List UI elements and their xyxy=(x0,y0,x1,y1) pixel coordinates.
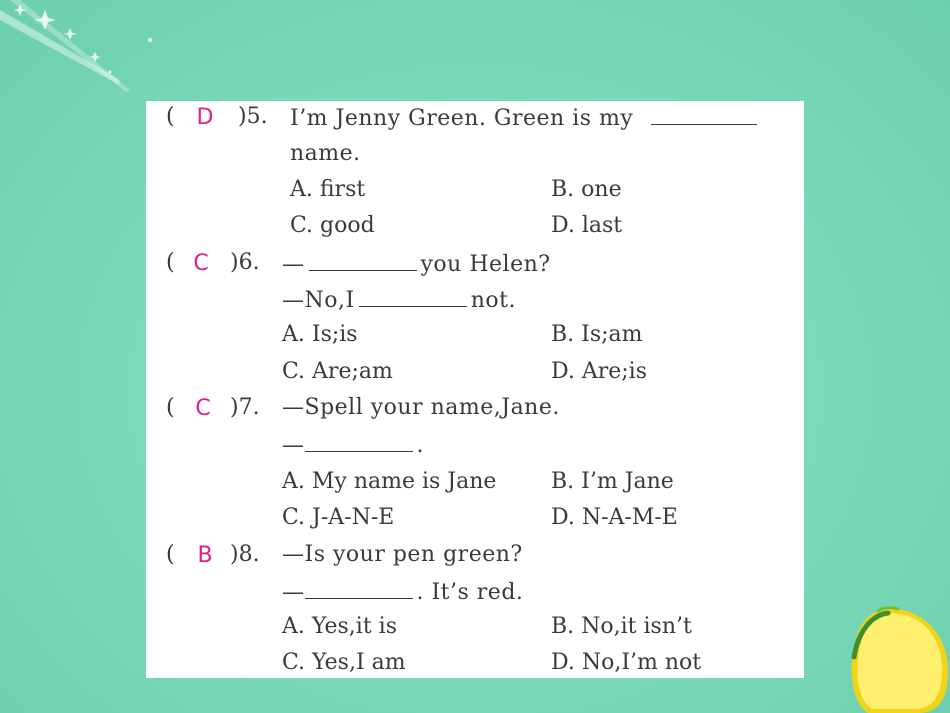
dialogue-line-2 xyxy=(282,286,516,314)
question-number: )5. xyxy=(238,104,268,129)
stem-text: I’m Jenny Green. Green is my xyxy=(290,106,634,131)
question-stem xyxy=(290,104,761,132)
option-d: D. N-A-M-E xyxy=(551,505,678,530)
dash: — xyxy=(282,580,305,605)
answer-mark: C xyxy=(193,251,209,276)
answer-paren-open: ( xyxy=(166,395,175,420)
dialogue-line-1: —Spell your name,Jane. xyxy=(282,395,560,420)
option-a: A. My name is Jane xyxy=(282,469,497,494)
dialogue-line-2 xyxy=(282,578,523,606)
dialogue-line-2 xyxy=(282,431,424,459)
option-b: B. I’m Jane xyxy=(551,469,674,494)
question-number: )8. xyxy=(230,542,260,567)
answer-blank xyxy=(651,104,757,125)
answer-blank xyxy=(309,250,417,271)
option-c: C. Yes,I am xyxy=(282,650,406,675)
option-d: D. last xyxy=(551,213,623,238)
answer-paren-open: ( xyxy=(166,250,175,275)
option-c: C. Are;am xyxy=(282,359,393,384)
answer-mark: B xyxy=(197,543,213,568)
option-a: A. Is;is xyxy=(282,322,358,347)
option-c: C. good xyxy=(290,213,375,238)
option-d: D. Are;is xyxy=(551,359,648,384)
exercise-card xyxy=(146,101,804,678)
option-a: A. Yes,it is xyxy=(282,614,397,639)
option-b: B. No,it isn’t xyxy=(551,614,692,639)
line-text: not. xyxy=(470,288,516,313)
answer-paren-open: ( xyxy=(166,542,175,567)
dialogue-line-1 xyxy=(282,250,551,278)
answer-blank xyxy=(305,431,413,452)
answer-mark: D xyxy=(196,105,214,130)
option-d: D. No,I’m not xyxy=(551,650,702,675)
option-b: B. one xyxy=(551,177,622,202)
answer-mark: C xyxy=(195,396,211,421)
question-number: )6. xyxy=(230,250,260,275)
answer-blank xyxy=(359,286,467,307)
line-text: —No,I xyxy=(282,288,355,313)
option-c: C. J-A-N-E xyxy=(282,505,395,530)
option-a: A. first xyxy=(290,177,366,202)
lemon-icon xyxy=(848,605,950,713)
question-number: )7. xyxy=(230,395,260,420)
dash: — xyxy=(282,433,305,458)
line-text: . xyxy=(416,433,424,458)
answer-blank xyxy=(305,578,413,599)
stem-continuation: name. xyxy=(290,141,361,166)
dialogue-line-1: —Is your pen green? xyxy=(282,542,523,567)
line-text: . It’s red. xyxy=(416,580,524,605)
line-text: you Helen? xyxy=(420,252,551,277)
dash: — xyxy=(282,252,305,277)
option-b: B. Is;am xyxy=(551,322,643,347)
answer-paren-open: ( xyxy=(166,104,175,129)
